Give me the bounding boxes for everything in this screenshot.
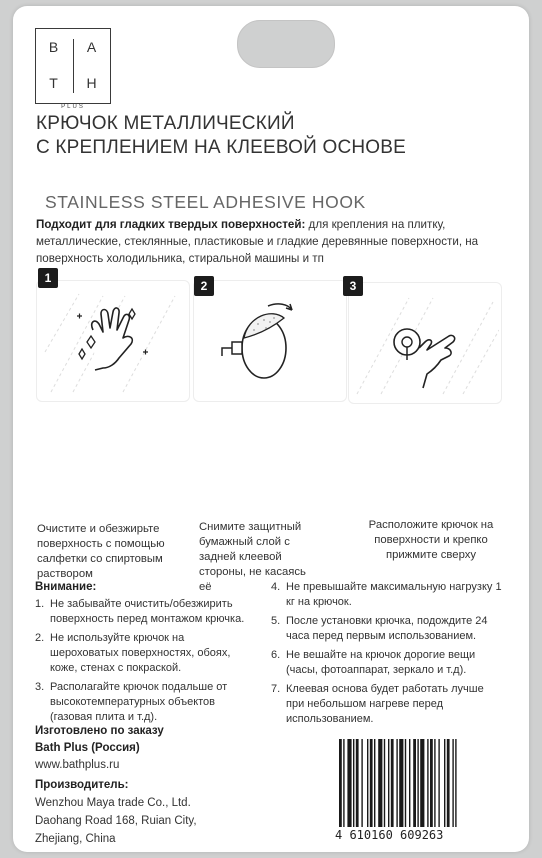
warning-text: Располагайте крючок подальше от высокотемпературных объектов (газовая плита и т.д). <box>50 681 228 723</box>
warning-number: 4. <box>271 581 281 593</box>
warning-number: 3. <box>35 681 45 693</box>
barcode-bar <box>434 739 435 827</box>
warning-number: 7. <box>271 683 281 695</box>
made-for-label: Изготовлено по заказу <box>35 725 164 737</box>
intro-paragraph <box>36 216 526 267</box>
made-for-block <box>35 723 164 774</box>
made-for-site: www.bathplus.ru <box>35 759 120 771</box>
warning-title: Внимание: <box>35 581 97 593</box>
peel-sticker-icon <box>208 294 318 390</box>
barcode-bar <box>409 739 410 827</box>
warning-text: Не забывайте очистить/обезжирить поверхность перед монтажом крючка. <box>50 598 245 625</box>
warning-text: После установки крючка, подождите 24 часа перед первым использованием. <box>286 615 488 642</box>
barcode-bar <box>455 739 456 827</box>
barcode-bar <box>339 739 342 827</box>
step-1-number: 1 <box>38 268 58 288</box>
made-for-company: Bath Plus (Россия) <box>35 742 140 754</box>
barcode-bar <box>452 739 453 827</box>
manufacturer-block <box>35 776 197 848</box>
warning-number: 5. <box>271 615 281 627</box>
warning-item <box>271 682 503 727</box>
step-2-number: 2 <box>194 276 214 296</box>
barcode-bar <box>413 739 416 827</box>
title-line-1: КРЮЧОК МЕТАЛЛИЧЕСКИЙ <box>36 113 295 134</box>
barcode-bar <box>427 739 428 827</box>
barcode-bar <box>444 739 445 827</box>
barcode-image <box>335 739 521 831</box>
manufacturer-line-2: Daohang Road 168, Ruian City, <box>35 815 197 827</box>
warning-item <box>271 614 503 644</box>
warning-item <box>271 580 503 610</box>
warning-number: 6. <box>271 649 281 661</box>
warning-item <box>35 597 255 627</box>
manufacturer-line-3: Zhejiang, China <box>35 833 116 845</box>
barcode-bar <box>361 739 362 827</box>
title-line-2: С КРЕПЛЕНИЕМ НА КЛЕЕВОЙ ОСНОВЕ <box>36 137 407 158</box>
barcode-bar <box>438 739 439 827</box>
barcode-bar <box>378 739 382 827</box>
barcode-digits: 4 610160 609263 <box>335 828 444 842</box>
press-hook-icon <box>353 294 499 398</box>
warning-item <box>271 648 503 678</box>
barcode-bar <box>353 739 354 827</box>
barcode-bar <box>430 739 433 827</box>
package-card <box>13 6 529 852</box>
barcode-bar <box>367 739 368 827</box>
barcode-bar <box>370 739 373 827</box>
barcode-bar <box>396 739 397 827</box>
logo-divider <box>73 39 74 93</box>
warning-number: 1. <box>35 598 45 610</box>
warnings-left-list <box>35 597 255 729</box>
step-3-number: 3 <box>343 276 363 296</box>
warning-item <box>35 631 255 676</box>
english-subtitle: STAINLESS STEEL ADHESIVE HOOK <box>45 192 366 212</box>
logo-letter-t: T <box>49 75 59 91</box>
barcode-bar <box>391 739 394 827</box>
logo-letter-h: H <box>86 75 98 91</box>
intro-text: для крепления на плитку, металлические, стеклянные, пластиковые и гладкие деревянные поверхности, на поверхность холодильника, стиральной машины и тп <box>36 218 479 265</box>
logo-letter-a: A <box>86 39 98 55</box>
barcode-bar <box>347 739 351 827</box>
barcode-bar <box>343 739 344 827</box>
warning-item <box>35 680 255 725</box>
barcode-bar <box>374 739 375 827</box>
step-2-text: Снимите защитный бумажный слой с задней клеевой стороны, не касаясь её <box>199 521 306 593</box>
warning-text: Клеевая основа будет работать лучше при небольшом нагреве перед использованием. <box>286 683 484 725</box>
warning-number: 2. <box>35 632 45 644</box>
wipe-hand-icon <box>43 292 181 396</box>
intro-bold: Подходит для гладких твердых поверхностей: <box>36 218 306 231</box>
barcode-bar <box>405 739 406 827</box>
manufacturer-line-1: Wenzhou Maya trade Co., Ltd. <box>35 797 191 809</box>
barcode-bar <box>420 739 424 827</box>
step-3-text: Расположите крючок на поверхности и крепко прижмите сверху <box>368 519 494 561</box>
logo-letter-b: B <box>48 39 60 55</box>
barcode-bar <box>399 739 403 827</box>
manufacturer-label: Производитель: <box>35 779 129 791</box>
product-title <box>36 112 406 160</box>
warning-text: Не превышайте максимальную нагрузку 1 кг на крючок. <box>286 581 502 608</box>
barcode-bar <box>447 739 450 827</box>
warnings-right-list <box>271 580 503 731</box>
barcode-bar <box>384 739 385 827</box>
logo-plus-text: PLUS <box>61 104 85 110</box>
bath-logo <box>35 28 111 104</box>
hang-hole <box>237 20 335 68</box>
barcode-bar <box>388 739 389 827</box>
barcode-bar <box>356 739 359 827</box>
warning-text: Не используйте крючок на шероховатых поверхностях, обоях, коже, стенах с покраской. <box>50 632 231 674</box>
step-1-text: Очистите и обезжирьте поверхность с помощью салфетки со спиртовым раствором <box>37 523 165 580</box>
barcode-bar <box>417 739 418 827</box>
warning-text: Не вешайте на крючок дорогие вещи (часы, фотоаппарат, зеркало и т.д). <box>286 649 476 676</box>
